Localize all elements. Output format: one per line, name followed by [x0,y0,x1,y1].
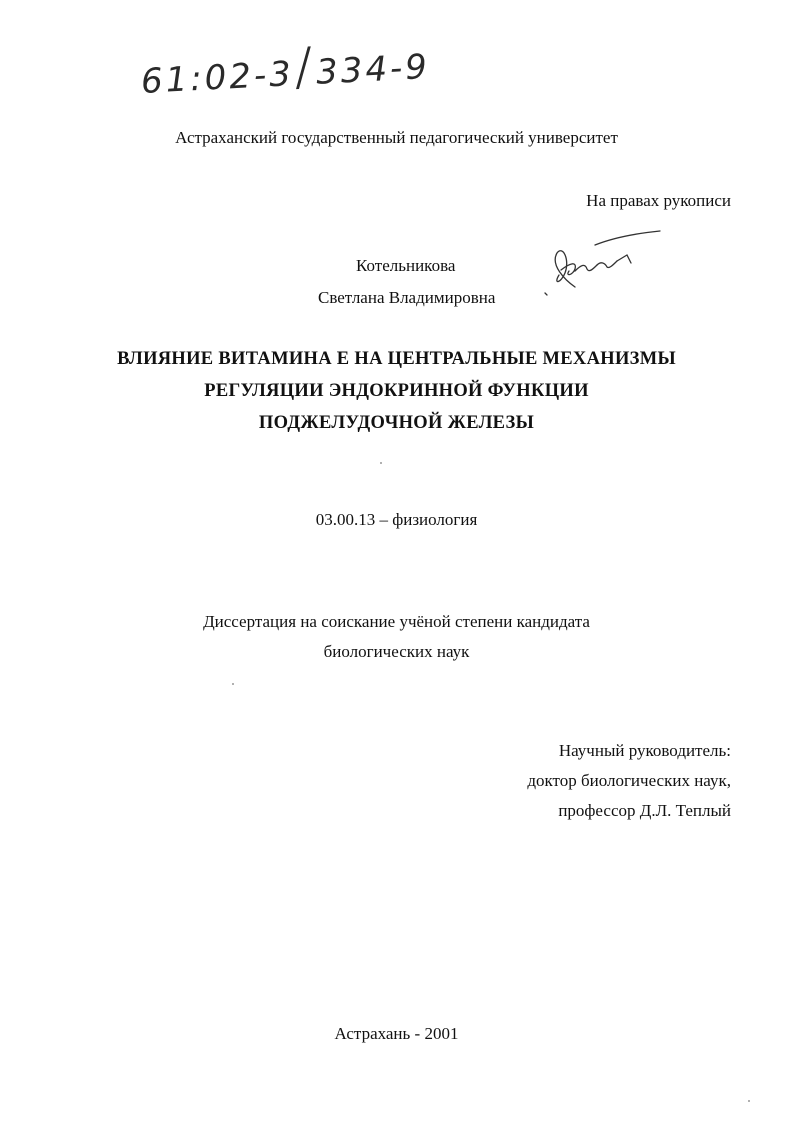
university-name: Астраханский государственный педагогический университет [175,128,618,147]
scan-speck [380,462,382,464]
title-line-2: РЕГУЛЯЦИИ ЭНДОКРИННОЙ ФУНКЦИИ [204,381,589,401]
scientific-supervisor [527,736,731,826]
degree-statement [0,607,793,667]
dissertation-title [0,343,793,439]
supervisor-label: Научный руководитель: [558,741,731,760]
specialty-code: 03.00.13 – физиология [315,510,478,529]
manuscript-rights-note: На правах рукописи [586,191,731,210]
scan-speck [748,1100,750,1102]
supervisor-degree: доктор биологических наук, [527,771,731,790]
author-surname: Котельникова [356,256,456,275]
handwritten-archive-code [140,37,431,102]
degree-statement-line-1: Диссертация на соискание учёной степени кандидата [203,612,590,631]
archive-code-part1: 61:02-3 [140,53,295,102]
supervisor-name: профессор Д.Л. Теплый [558,801,731,820]
city-and-year: Астрахань - 2001 [334,1024,459,1043]
degree-statement-line-2: биологических наук [323,642,470,661]
scan-speck [232,683,234,685]
archive-code-slash: / [295,37,314,98]
title-line-3: ПОДЖЕЛУДОЧНОЙ ЖЕЛЕЗЫ [258,413,535,433]
author-given-names: Светлана Владимировна [318,288,496,307]
author-signature-image [535,225,665,305]
archive-code-part2: 334-9 [315,46,431,93]
title-line-1: ВЛИЯНИЕ ВИТАМИНА Е НА ЦЕНТРАЛЬНЫЕ МЕХАНИЗМЫ [117,349,676,369]
